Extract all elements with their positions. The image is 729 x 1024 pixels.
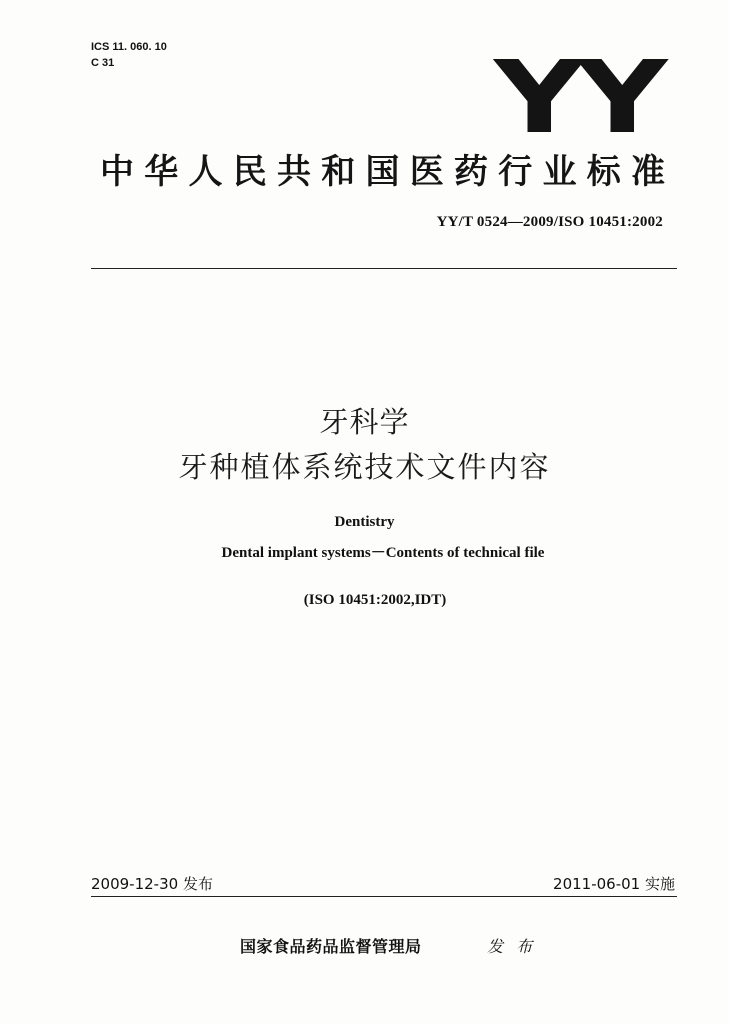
industry-logo: YY [494, 39, 661, 156]
ccs-code: C 31 [91, 57, 115, 69]
header-divider [91, 268, 677, 269]
footer-divider [91, 896, 677, 897]
publish-label: 发 布 [487, 937, 537, 956]
ics-code: ICS 11. 060. 10 [91, 41, 167, 53]
standard-category-title: 中华人民共和国医药行业标准 [100, 152, 665, 192]
title-chinese-line2: 牙种植体系统技术文件内容 [178, 450, 551, 484]
standard-number: YY/T 0524—2009/ISO 10451:2002 [436, 214, 663, 230]
implementation-date: 2011-06-01 实施 [553, 875, 675, 893]
iso-equivalence: (ISO 10451:2002,IDT) [303, 592, 447, 608]
title-english-line1: Dentistry [334, 514, 395, 530]
title-english-line2: Dental implant systems－Contents of technical file [221, 545, 545, 561]
publisher-name: 国家食品药品监督管理局 [240, 937, 422, 956]
classification-codes [91, 39, 167, 71]
issue-date: 2009-12-30 发布 [91, 875, 213, 893]
title-chinese-line1: 牙科学 [319, 405, 410, 439]
